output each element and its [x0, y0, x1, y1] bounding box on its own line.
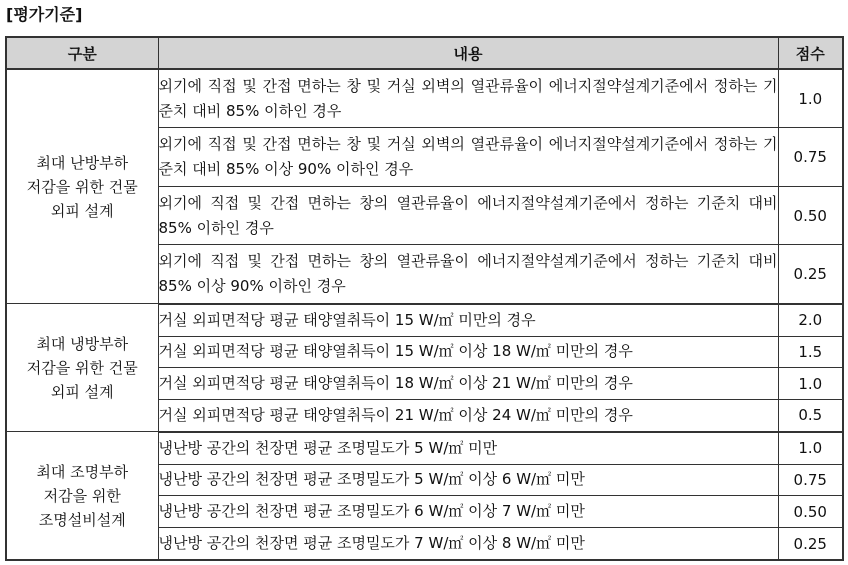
row-content: 거실 외피면적당 평균 태양열취득이 21 W/㎡ 이상 24 W/㎡ 미만의 경우 [158, 400, 778, 432]
category-heating: 최대 난방부하 저감을 위한 건물 외피 설계 [6, 69, 158, 304]
row-content: 외기에 직접 및 간접 면하는 창 및 거실 외벽의 열관류율이 에너지절약설계기준에서 정하는 기준치 대비 85% 이하인 경우 [158, 69, 778, 128]
table-row [6, 432, 843, 464]
row-content: 외기에 직접 및 간접 면하는 창 및 거실 외벽의 열관류율이 에너지절약설계기준에서 정하는 기준치 대비 85% 이상 90% 이하인 경우 [158, 128, 778, 186]
row-score: 0.5 [778, 400, 843, 432]
row-score: 1.5 [778, 336, 843, 368]
row-score: 0.50 [778, 496, 843, 528]
table-row [6, 304, 843, 336]
row-content: 거실 외피면적당 평균 태양열취득이 15 W/㎡ 이상 18 W/㎡ 미만의 경우 [158, 336, 778, 368]
row-score: 1.0 [778, 368, 843, 400]
table-header-row [6, 37, 843, 69]
header-score: 점수 [778, 37, 843, 69]
row-content: 거실 외피면적당 평균 태양열취득이 18 W/㎡ 이상 21 W/㎡ 미만의 경우 [158, 368, 778, 400]
header-category: 구분 [6, 37, 158, 69]
row-content: 냉난방 공간의 천장면 평균 조명밀도가 5 W/㎡ 이상 6 W/㎡ 미만 [158, 464, 778, 496]
row-score: 0.50 [778, 186, 843, 244]
evaluation-criteria-table [5, 36, 844, 561]
row-content: 외기에 직접 및 간접 면하는 창의 열관류율이 에너지절약설계기준에서 정하는 기준치 대비 85% 이상 90% 이하인 경우 [158, 245, 778, 304]
row-content: 외기에 직접 및 간접 면하는 창의 열관류율이 에너지절약설계기준에서 정하는 기준치 대비 85% 이하인 경우 [158, 186, 778, 244]
row-score: 1.0 [778, 69, 843, 128]
table-row [6, 69, 843, 128]
row-score: 0.75 [778, 464, 843, 496]
row-content: 냉난방 공간의 천장면 평균 조명밀도가 5 W/㎡ 미만 [158, 432, 778, 464]
category-lighting: 최대 조명부하 저감을 위한 조명설비설계 [6, 432, 158, 560]
row-content: 냉난방 공간의 천장면 평균 조명밀도가 6 W/㎡ 이상 7 W/㎡ 미만 [158, 496, 778, 528]
row-score: 0.25 [778, 528, 843, 560]
row-score: 2.0 [778, 304, 843, 336]
row-score: 1.0 [778, 432, 843, 464]
page-title: [평가기준] [6, 5, 83, 24]
row-score: 0.75 [778, 128, 843, 186]
row-content: 거실 외피면적당 평균 태양열취득이 15 W/㎡ 미만의 경우 [158, 304, 778, 336]
header-content: 내용 [158, 37, 778, 69]
row-score: 0.25 [778, 245, 843, 304]
row-content: 냉난방 공간의 천장면 평균 조명밀도가 7 W/㎡ 이상 8 W/㎡ 미만 [158, 528, 778, 560]
category-cooling: 최대 냉방부하 저감을 위한 건물 외피 설계 [6, 304, 158, 432]
